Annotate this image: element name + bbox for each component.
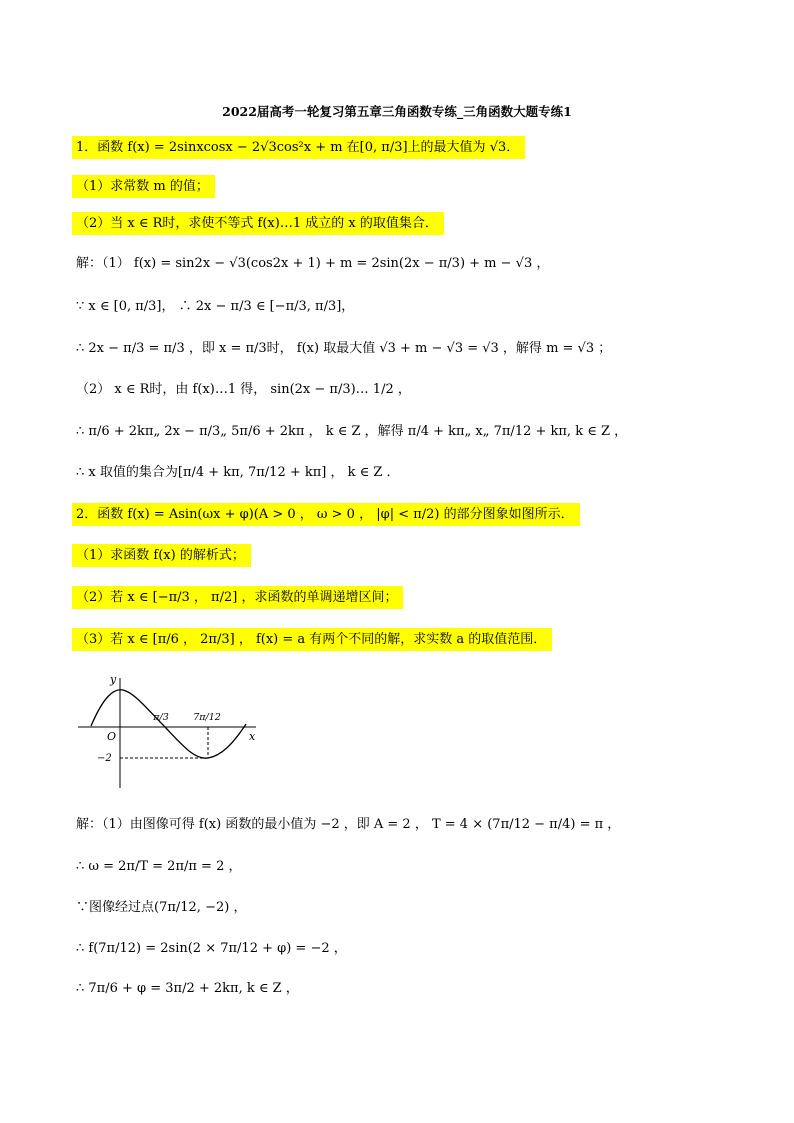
tick-pi-over-3: π/3: [153, 712, 169, 723]
problem-2-part-2: （2）若 x ∈ [−π/3 ， π/2] ，求函数的单调递增区间；: [76, 586, 403, 605]
solution-2-line-1: 解：（1）由图像可得 f(x) 函数的最小值为 −2 ，即 A = 2 ， T = 4 × (7π/12 − π/4) = π ，: [76, 817, 621, 832]
solution-1-line-2: ∵ x ∈ [0, π/3]， ∴ 2x − π/3 ∈ [−π/3, π/3]，: [76, 299, 355, 314]
solution-2-line-5: ∴ 7π/6 + φ = 3π/2 + 2kπ, k ∈ Z ，: [76, 981, 299, 996]
solution-2-line-2: ∴ ω = 2π/T = 2π/π = 2 ，: [76, 859, 242, 874]
problem-2-part-3: （3）若 x ∈ [π/6 ， 2π/3] ， f(x) = a 有两个不同的解，求实数 a 的取值范围．: [76, 628, 552, 647]
function-graph-figure: [73, 660, 263, 792]
problem-2-part-1: （1）求函数 f(x) 的解析式；: [76, 544, 251, 563]
tick-7pi-over-12: 7π/12: [193, 712, 221, 723]
problem-1-statement: 1．函数 f(x) = 2sinxcosx − 2√3cos²x + m 在[0, π/3]上的最大值为 √3．: [76, 136, 525, 155]
solution-1-line-1: 解：（1） f(x) = sin2x − √3(cos2x + 1) + m = 2sin(2x − π/3) + m − √3 ，: [76, 256, 550, 271]
solution-2-line-4: ∴ f(7π/12) = 2sin(2 × 7π/12 + φ) = −2 ，: [76, 941, 347, 956]
origin-label: O: [107, 730, 117, 743]
solution-1-line-3: ∴ 2x − π/3 = π/3 ，即 x = π/3时， f(x) 取最大值 √3 + m − √3 = √3 ，解得 m = √3 ；: [76, 341, 612, 356]
min-value-label: −2: [97, 753, 112, 764]
problem-1-part-1: （1）求常数 m 的值；: [76, 175, 215, 194]
sine-graph: [73, 660, 263, 792]
solution-1-line-4: （2） x ∈ R时，由 f(x)…1 得， sin(2x − π/3)… 1/2 ，: [76, 382, 411, 397]
solution-1-line-5: ∴ π/6 + 2kπ„ 2x − π/3„ 5π/6 + 2kπ ， k ∈ Z ，解得 π/4 + kπ„ x„ 7π/12 + kπ, k ∈ Z ，: [76, 424, 628, 439]
problem-2-statement: 2．函数 f(x) = Asin(ωx + φ)(A > 0 ， ω > 0 ， |φ| < π/2) 的部分图象如图所示．: [76, 503, 580, 522]
problem-1-part-2: （2）当 x ∈ R时，求使不等式 f(x)…1 成立的 x 的取值集合．: [76, 212, 444, 231]
document-title: 2022届高考一轮复习第五章三角函数专练_三角函数大题专练1: [222, 104, 572, 119]
solution-1-line-6: ∴ x 取值的集合为[π/4 + kπ, 7π/12 + kπ] ， k ∈ Z ．: [76, 465, 400, 480]
solution-2-line-3: ∵图像经过点(7π/12, −2) ，: [76, 900, 247, 915]
y-axis-label: y: [110, 673, 117, 686]
x-axis-label: x: [249, 730, 256, 743]
